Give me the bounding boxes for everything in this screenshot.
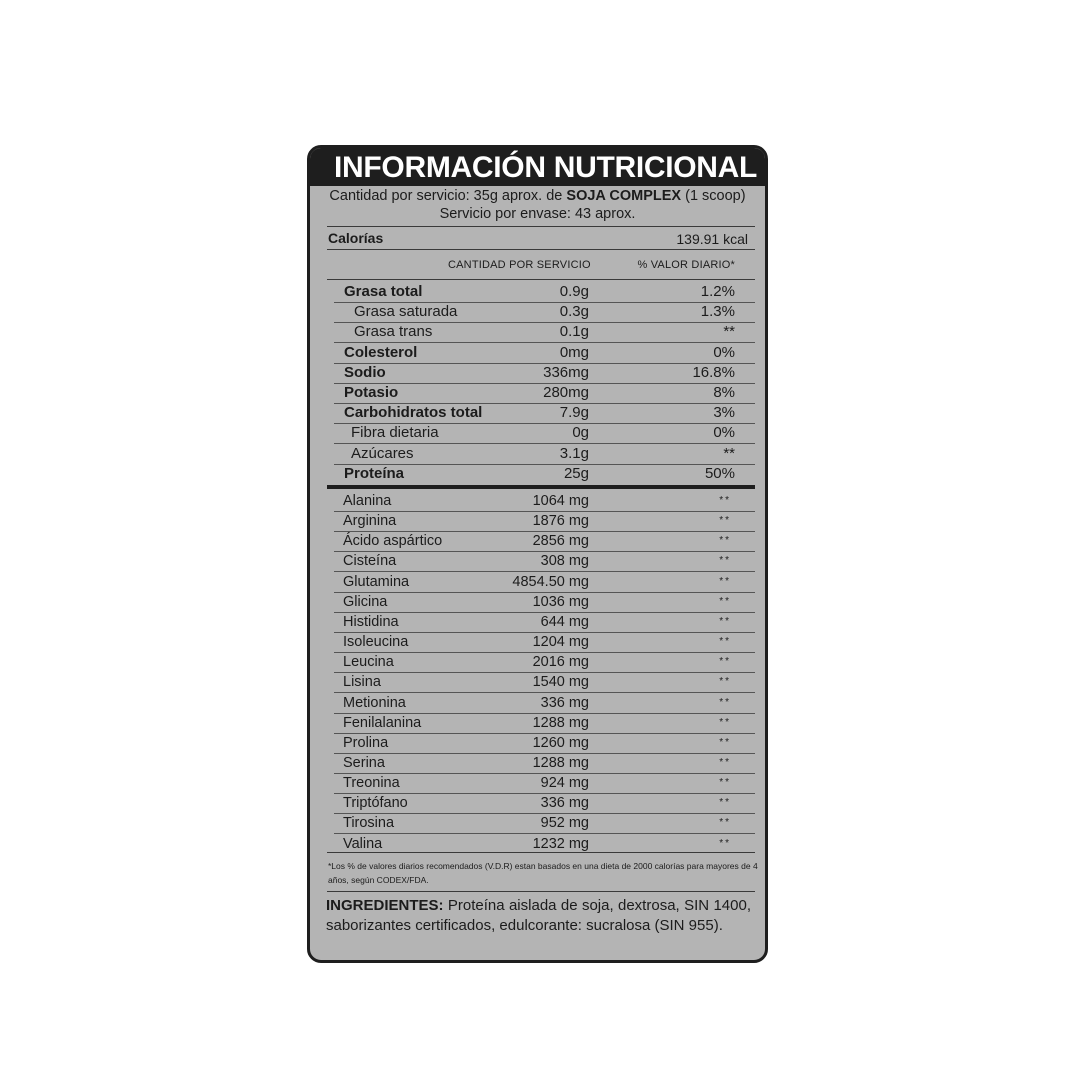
amino-acid-row (310, 773, 765, 793)
amino-acid-amount: 2856 mg (532, 533, 589, 550)
divider (327, 279, 755, 280)
amino-acid-daily-value: ** (719, 495, 731, 506)
amino-acid-amount: 336 mg (540, 694, 589, 711)
thick-divider (327, 485, 755, 489)
amino-acid-row (310, 693, 765, 713)
servings-per-container: Servicio por envase: 43 aprox. (439, 206, 636, 222)
amino-acid-amount: 1288 mg (532, 714, 589, 731)
nutrient-name: Colesterol (344, 343, 418, 361)
amino-acid-daily-value: ** (719, 837, 731, 849)
column-header-amount: CANTIDAD POR SERVICIO (448, 259, 591, 271)
amino-acid-row (310, 511, 765, 531)
nutrient-amount: 0.9g (559, 283, 589, 300)
amino-acid-name: Isoleucina (343, 634, 409, 651)
amino-acid-amount: 924 mg (540, 775, 589, 792)
label-title: INFORMACIÓN NUTRICIONAL (334, 151, 758, 184)
amino-acid-daily-value: ** (719, 636, 731, 648)
nutrient-daily-value: ** (723, 444, 735, 462)
nutrient-name: Potasio (344, 384, 399, 401)
ingredients-text: Proteína aislada de soja, dextrosa, SIN 1400, saborizantes certificados, edulcorante: sucralosa (SIN 955). (326, 897, 751, 934)
amino-acid-name: Triptófano (343, 795, 408, 812)
nutrient-name: Grasa total (344, 283, 423, 300)
amino-acid-name: Alanina (343, 493, 392, 509)
amino-acid-row (310, 632, 765, 652)
nutrient-daily-value: 50% (704, 464, 735, 482)
amino-acid-daily-value: ** (719, 696, 731, 708)
nutrient-amount: 3.1g (559, 444, 589, 462)
nutrient-amount: 0g (572, 424, 589, 442)
amino-acid-daily-value: ** (719, 615, 731, 627)
amino-acid-name: Treonina (343, 775, 400, 792)
nutrient-daily-value: 16.8% (692, 363, 735, 381)
amino-acid-row (310, 793, 765, 813)
amino-acid-amount: 308 mg (540, 553, 589, 570)
amino-acid-amount: 644 mg (540, 613, 589, 630)
nutrient-name: Fibra dietaria (351, 424, 439, 442)
amino-acid-amount: 952 mg (540, 815, 589, 832)
calories-value: 139.91 kcal (676, 231, 748, 247)
amino-acid-row (310, 813, 765, 833)
title-bar (310, 148, 765, 186)
amino-acid-row (310, 834, 765, 854)
amino-acid-name: Leucina (343, 654, 394, 671)
nutrient-daily-value: 8% (713, 384, 735, 401)
nutrient-row (310, 423, 765, 443)
amino-acid-daily-value: ** (719, 656, 731, 668)
amino-acid-amount: 1036 mg (532, 593, 589, 610)
nutrition-label (307, 145, 768, 963)
amino-acid-row (310, 531, 765, 551)
amino-acid-name: Serina (343, 754, 385, 771)
amino-acid-amount: 1260 mg (532, 734, 589, 751)
nutrient-name: Grasa trans (354, 323, 433, 341)
nutrient-amount: 0.3g (559, 303, 589, 321)
amino-acid-daily-value: ** (719, 515, 731, 527)
amino-acid-row (310, 612, 765, 632)
amino-acid-daily-value: ** (719, 817, 731, 829)
amino-acid-row (310, 551, 765, 571)
nutrient-name: Azúcares (351, 444, 414, 462)
amino-acid-daily-value: ** (719, 756, 731, 768)
amino-acid-row (310, 652, 765, 672)
amino-acid-name: Glutamina (343, 573, 410, 590)
amino-acid-row (310, 753, 765, 773)
nutrient-daily-value: 3% (713, 404, 735, 422)
calories-label: Calorías (328, 230, 384, 246)
amino-acid-name: Ácido aspártico (343, 533, 443, 550)
amino-acid-row (310, 672, 765, 692)
divider (327, 249, 755, 250)
amino-acid-row (310, 592, 765, 612)
serving-size (310, 188, 765, 204)
serving-size-text: Cantidad por servicio: 35g aprox. de (329, 188, 567, 204)
amino-acid-amount: 1204 mg (532, 634, 589, 651)
nutrient-amount: 25g (563, 464, 589, 482)
nutrient-row (310, 444, 765, 464)
footnote: *Los % de valores diarios recomendados (V.D.R) estan basados en una dieta de 2000 calorías para mayores de 4 años, según CODEX/FDA. (328, 861, 758, 885)
nutrient-row (310, 282, 765, 302)
nutrient-amount: 280mg (543, 384, 589, 401)
amino-acid-name: Histidina (343, 613, 399, 630)
amino-acid-amount: 1288 mg (532, 754, 589, 771)
amino-acid-daily-value: ** (719, 535, 731, 547)
amino-acid-amount: 1876 mg (532, 513, 589, 530)
nutrient-daily-value: ** (723, 323, 735, 341)
amino-acid-amount: 1540 mg (532, 674, 589, 691)
amino-acid-name: Metionina (343, 694, 406, 711)
divider (327, 226, 755, 227)
amino-acid-name: Arginina (343, 513, 397, 530)
amino-acid-name: Fenilalanina (343, 714, 422, 731)
nutrient-row (310, 403, 765, 423)
amino-acid-name: Prolina (343, 734, 389, 751)
amino-acid-name: Lisina (343, 674, 381, 691)
nutrient-daily-value: 0% (713, 424, 735, 442)
amino-acid-daily-value: ** (719, 797, 731, 809)
nutrient-daily-value: 0% (713, 343, 735, 361)
amino-acid-row (310, 491, 765, 511)
serving-unit: (1 scoop) (681, 188, 746, 204)
amino-acid-amount: 1064 mg (532, 493, 589, 509)
column-header-dv: % VALOR DIARIO* (637, 259, 735, 271)
amino-acid-daily-value: ** (719, 595, 731, 607)
amino-acid-daily-value: ** (719, 575, 731, 587)
amino-acid-amount: 2016 mg (532, 654, 589, 671)
nutrient-name: Carbohidratos total (344, 404, 483, 422)
nutrient-name: Grasa saturada (354, 303, 458, 321)
nutrient-row (310, 383, 765, 403)
ingredients (326, 896, 751, 936)
nutrient-daily-value: 1.3% (700, 303, 735, 321)
nutrient-amount: 336mg (543, 363, 589, 381)
amino-acid-daily-value: ** (719, 555, 731, 567)
divider (327, 891, 755, 892)
amino-acid-daily-value: ** (719, 736, 731, 748)
product-name: SOJA COMPLEX (566, 188, 682, 204)
amino-acid-amount: 1232 mg (532, 835, 589, 852)
amino-acid-amount: 336 mg (540, 795, 589, 812)
amino-acid-row (310, 713, 765, 733)
divider (327, 852, 755, 853)
amino-acid-name: Glicina (343, 593, 388, 610)
nutrient-daily-value: 1.2% (700, 283, 735, 300)
nutrient-name: Proteína (344, 464, 405, 482)
nutrient-row (310, 302, 765, 322)
nutrient-row (310, 343, 765, 363)
ingredients-label: INGREDIENTES: (326, 897, 444, 914)
nutrient-amount: 0.1g (559, 323, 589, 341)
nutrient-amount: 7.9g (559, 404, 589, 422)
amino-acid-row (310, 733, 765, 753)
amino-acid-name: Valina (343, 835, 383, 852)
nutrient-row (310, 363, 765, 383)
amino-acid-name: Cisteína (343, 553, 397, 570)
amino-acid-name: Tirosina (343, 815, 395, 832)
amino-acid-daily-value: ** (719, 716, 731, 728)
amino-acid-daily-value: ** (719, 777, 731, 789)
amino-acid-row (310, 572, 765, 592)
nutrient-amount: 0mg (559, 343, 589, 361)
amino-acid-daily-value: ** (719, 676, 731, 688)
nutrient-row (310, 464, 765, 484)
nutrient-row (310, 322, 765, 342)
amino-acid-amount: 4854.50 mg (512, 573, 589, 590)
nutrient-name: Sodio (344, 363, 386, 381)
